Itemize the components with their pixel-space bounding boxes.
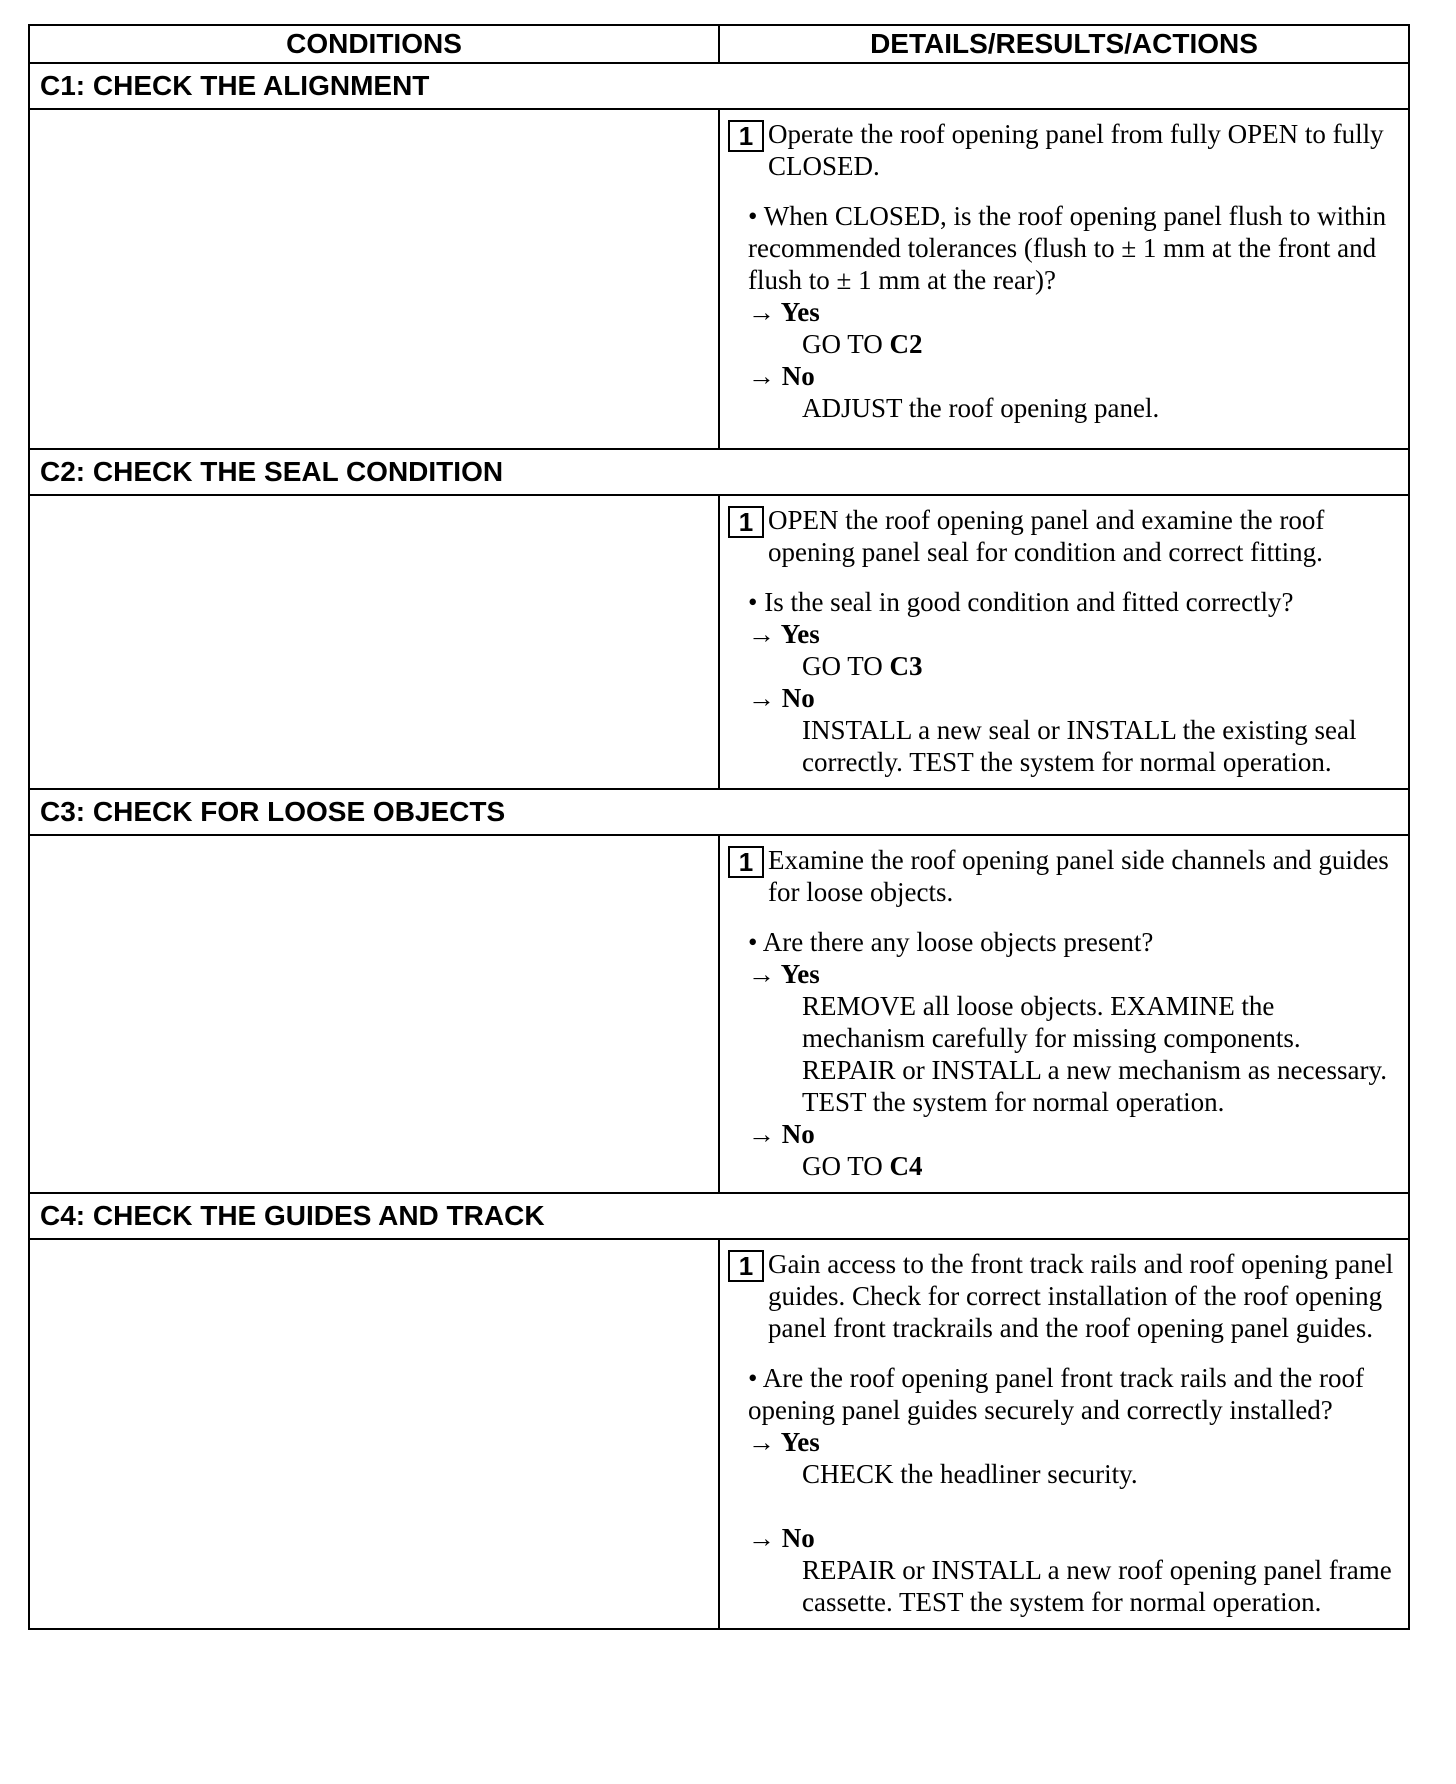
step-number-box: 1: [728, 120, 764, 152]
section-body-row: [29, 109, 1409, 449]
yes-action: [728, 650, 1400, 682]
step-number-box: 1: [728, 1250, 764, 1282]
step-item: [728, 504, 1400, 568]
yes-action-text: GO TO: [802, 651, 890, 681]
step-item: [728, 118, 1400, 182]
yes-action: [728, 990, 1400, 1118]
section-title-row: [29, 789, 1409, 835]
yes-branch-label: → Yes: [748, 619, 820, 649]
question-text: • When CLOSED, is the roof opening panel flush to within recommended tolerances (flush to ± 1 mm at the front and flush to ± 1 mm at the rear)?: [748, 201, 1387, 295]
yes-action-text: CHECK the headliner security.: [802, 1459, 1138, 1489]
section-title-c3: C3: CHECK FOR LOOSE OBJECTS: [29, 789, 1409, 835]
no-action: [728, 714, 1400, 778]
conditions-cell: [29, 109, 719, 449]
section-title-row: [29, 1193, 1409, 1239]
yes-branch-label: → Yes: [748, 1427, 820, 1457]
step-item: [728, 1248, 1400, 1344]
section-title-c4: C4: CHECK THE GUIDES AND TRACK: [29, 1193, 1409, 1239]
no-action-text: REPAIR or INSTALL a new roof opening panel frame cassette. TEST the system for normal operation.: [802, 1555, 1392, 1617]
step-number-box: 1: [728, 506, 764, 538]
section-body-row: [29, 835, 1409, 1193]
no-branch-label: → No: [748, 361, 815, 391]
yes-action-text: REMOVE all loose objects. EXAMINE the mechanism carefully for missing components. REPAIR or INSTALL a new mechanism as necessary. TEST the system for normal operation.: [802, 991, 1387, 1117]
step-item: [728, 844, 1400, 908]
section-title-c2: C2: CHECK THE SEAL CONDITION: [29, 449, 1409, 495]
details-cell: [719, 1239, 1409, 1629]
section-title-row: [29, 63, 1409, 109]
step-number-box: 1: [728, 846, 764, 878]
section-body-row: [29, 1239, 1409, 1629]
section-title-row: [29, 449, 1409, 495]
conditions-cell: [29, 495, 719, 789]
no-branch-label: → No: [748, 683, 815, 713]
no-action: [728, 1554, 1400, 1618]
no-action-ref: C4: [889, 1151, 923, 1181]
yes-action-ref: C3: [889, 651, 923, 681]
no-action: [728, 1150, 1400, 1182]
no-branch-label: → No: [748, 1119, 815, 1149]
section-title-c1: C1: CHECK THE ALIGNMENT: [29, 63, 1409, 109]
yes-action: [728, 1458, 1400, 1490]
no-action: [728, 392, 1400, 424]
details-cell: [719, 109, 1409, 449]
yes-action-text: GO TO: [802, 329, 890, 359]
yes-action-ref: C2: [889, 329, 923, 359]
step-text: Operate the roof opening panel from fully OPEN to fully CLOSED.: [768, 119, 1384, 181]
conditions-cell: [29, 1239, 719, 1629]
step-text: Examine the roof opening panel side channels and guides for loose objects.: [768, 845, 1389, 907]
step-text: OPEN the roof opening panel and examine the roof opening panel seal for condition and correct fitting.: [768, 505, 1325, 567]
table-header-row: [29, 25, 1409, 63]
no-action-text: GO TO: [802, 1151, 890, 1181]
question-text: • Is the seal in good condition and fitted correctly?: [748, 587, 1294, 617]
section-body-row: [29, 495, 1409, 789]
step-text: Gain access to the front track rails and roof opening panel guides. Check for correct installation of the roof opening panel front trackrails and the roof opening panel guides.: [768, 1249, 1394, 1343]
yes-branch-label: → Yes: [748, 297, 820, 327]
question-text: • Are the roof opening panel front track rails and the roof opening panel guides securely and correctly installed?: [748, 1363, 1364, 1425]
diagnostic-table: [28, 24, 1410, 1630]
question-text: • Are there any loose objects present?: [748, 927, 1154, 957]
no-branch-label: → No: [748, 1523, 815, 1553]
no-action-text: INSTALL a new seal or INSTALL the existing seal correctly. TEST the system for normal operation.: [802, 715, 1357, 777]
conditions-header: CONDITIONS: [29, 25, 719, 63]
yes-action: [728, 328, 1400, 360]
conditions-cell: [29, 835, 719, 1193]
details-cell: [719, 495, 1409, 789]
yes-branch-label: → Yes: [748, 959, 820, 989]
details-cell: [719, 835, 1409, 1193]
details-header: DETAILS/RESULTS/ACTIONS: [719, 25, 1409, 63]
no-action-text: ADJUST the roof opening panel.: [802, 393, 1160, 423]
spacer: [728, 1490, 1400, 1522]
